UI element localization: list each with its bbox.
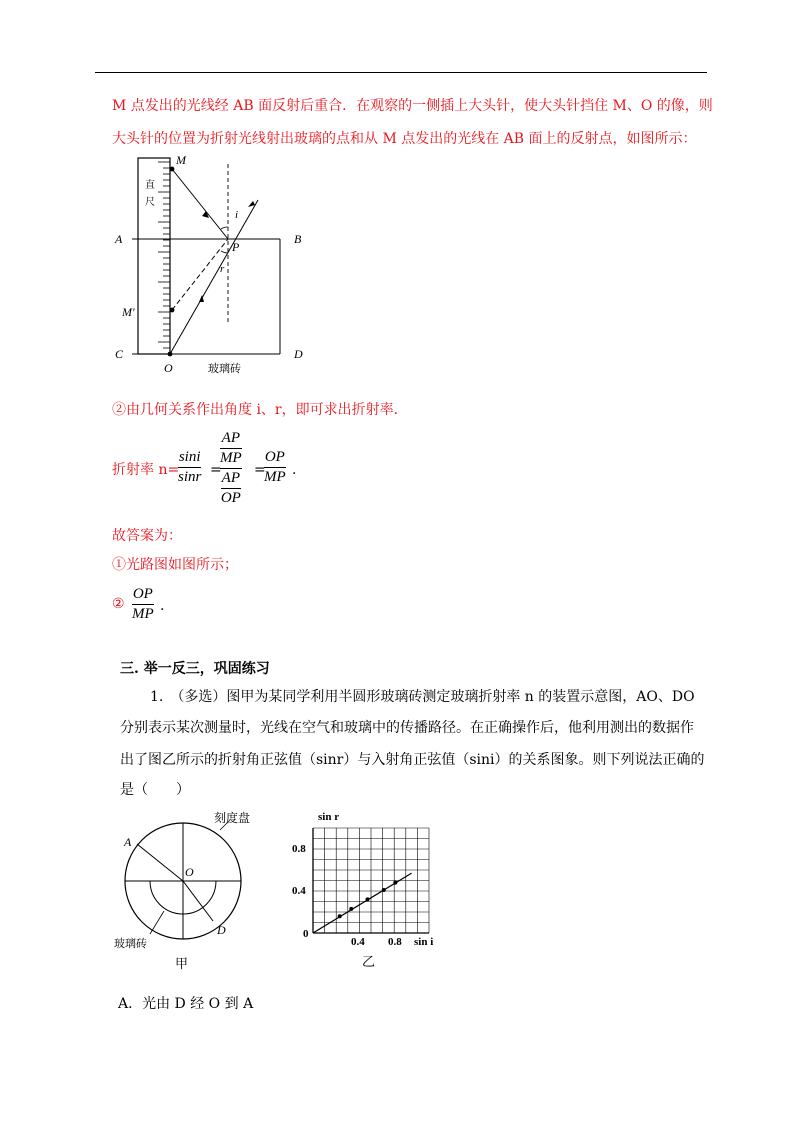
ray-AO: [137, 844, 183, 881]
optics-diagram-mirror: [110, 150, 330, 380]
formula-sini: sini: [178, 449, 201, 465]
option-a: A．光由 D 经 O 到 A: [118, 996, 254, 1012]
formula-eq1: =: [210, 462, 222, 478]
label-Mprime: M′: [122, 305, 135, 319]
formula-OP1: OP: [220, 490, 241, 506]
chart-point: [393, 881, 397, 885]
formula-prefix: 折射率 n=: [112, 462, 180, 478]
answer-MP: MP: [132, 606, 154, 622]
formula-MP1: MP: [220, 450, 242, 466]
formula-num-frac: [220, 430, 242, 467]
label-ruler: 直: [145, 180, 155, 191]
answer-item1: ①光路图如图所示；: [112, 557, 238, 573]
chart-tick-y04: 0.4: [292, 885, 306, 897]
q1-line2: 分别表示某次测量时，光线在空气和玻璃中的传播路径。在正确操作后，他利用测出的数据作: [120, 720, 694, 736]
label-dial: 刻度盘: [214, 811, 251, 825]
chart-marks: [313, 873, 412, 933]
ray-OD: [183, 881, 213, 921]
label-r: r: [220, 263, 225, 275]
label-C: C: [115, 347, 124, 361]
q1-line4: 是（ ）: [120, 782, 190, 798]
label-O: O: [164, 361, 173, 375]
caption-yi: 乙: [362, 954, 376, 969]
formula-AP2: AP: [221, 470, 240, 486]
chart-xlabel: sin i: [414, 936, 434, 948]
section3-title: 三. 举一反三，巩固练习: [120, 661, 270, 677]
point-Mprime: [170, 308, 175, 313]
formula-den-frac: [221, 470, 241, 507]
header-rule: [95, 72, 707, 73]
label-i: i: [235, 209, 239, 221]
label-glass: 玻璃砖: [208, 363, 241, 375]
answer-item2-end: .: [160, 598, 165, 614]
label-D: D: [294, 347, 303, 361]
label-A: A: [115, 232, 123, 246]
chart-grid: [313, 828, 429, 933]
ray-M-P: [172, 169, 228, 239]
q1-line1: 1. （多选）图甲为某同学利用半圆形玻璃砖测定玻璃折射率 n 的装置示意图，AO、DO: [150, 689, 695, 705]
formula-result: [264, 449, 286, 486]
label-glass2: 玻璃砖: [114, 938, 147, 950]
step2-text: ②由几何关系作出角度 i、r，即可求出折射率．: [112, 402, 408, 418]
formula-sini-over-sinr: [178, 449, 201, 486]
label-A2: A: [124, 835, 132, 849]
formula-AP1: AP: [221, 430, 240, 446]
caption-jia: 甲: [175, 956, 189, 971]
chart-tick-x08: 0.8: [388, 936, 402, 948]
label-M: M: [176, 153, 186, 167]
answer-item2-prefix: ②: [112, 596, 125, 612]
paragraph1-line1: M 点发出的光线经 AB 面反射后重合．在观察的一侧插上大头针，使大头针挡住 M、O 的像，则: [112, 98, 713, 114]
ruler-ticks: [158, 162, 170, 348]
label-D2: D: [217, 923, 226, 937]
chart-tick-y08: 0.8: [292, 843, 306, 855]
q1-line3: 出了图乙所示的折射角正弦值（sinr）与入射角正弦值（sini）的关系图象。则下列说法正确的: [120, 752, 705, 768]
leader-glass: [150, 911, 164, 934]
formula-eq2: =: [254, 462, 266, 478]
point-O: [168, 352, 173, 357]
answer-item2-fraction: [132, 586, 154, 623]
chart-point: [382, 888, 386, 892]
ray-O-P-out: [170, 200, 258, 354]
figure-jia: [112, 806, 272, 976]
angle-i-arc: [221, 227, 228, 229]
point-M: [170, 167, 175, 172]
formula-end: .: [292, 462, 297, 478]
chart-origin: 0: [303, 928, 309, 940]
chart-point: [349, 907, 353, 911]
label-B: B: [294, 232, 302, 246]
chart-tick-x04: 0.4: [351, 936, 365, 948]
label-O2: O: [185, 865, 194, 879]
answer-title: 故答案为：: [112, 528, 182, 544]
chart-point: [338, 914, 342, 918]
formula-OP2: OP: [264, 449, 285, 465]
figure-yi-chart: [288, 806, 448, 976]
formula-sinr: sinr: [178, 469, 202, 485]
angle-r-arc: [221, 251, 228, 253]
label-P: P: [232, 240, 240, 254]
answer-OP: OP: [132, 586, 153, 602]
paragraph1-line2: 大头针的位置为折射光线射出玻璃的点和从 M 点发出的光线在 AB 面上的反射点，如图所示：: [112, 131, 697, 147]
chart-point: [366, 897, 370, 901]
label-ruler2: 尺: [145, 197, 155, 208]
formula-big-fraction: [220, 430, 242, 507]
formula-MP2: MP: [264, 469, 286, 485]
chart-ylabel: sin r: [318, 811, 340, 823]
